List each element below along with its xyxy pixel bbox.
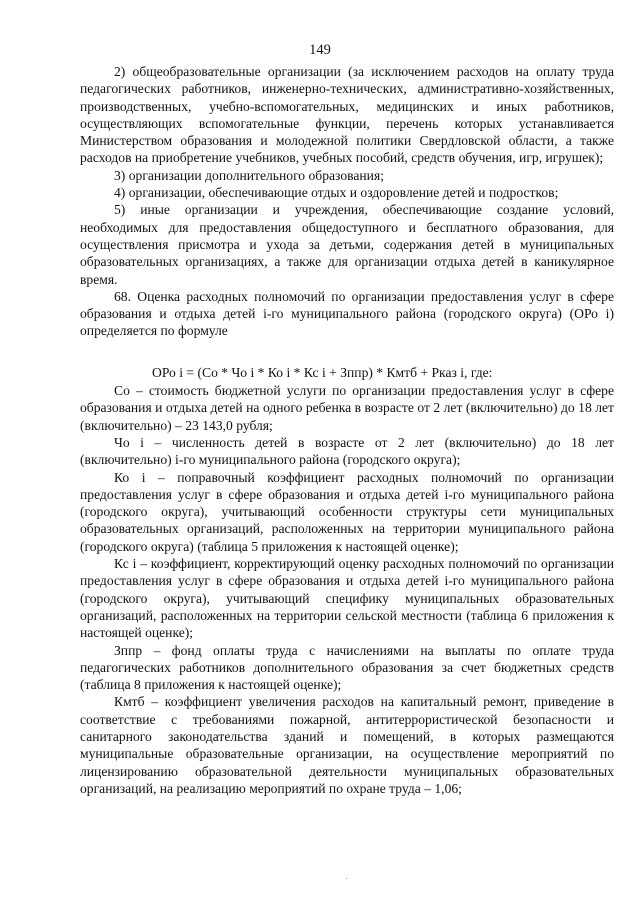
paragraph-item-3: 3) организации дополнительного образования; xyxy=(114,167,384,183)
definition-kmtb: Кмтб – коэффициент увеличения расходов на капитальный ремонт, приведение в соответствие с требованиями пожарной, антитеррористической безопасности и санитарного законодательства зданий и помещений, в которых размещаются муниципальные образовательные организации, на осуществление мероприятий по лицензированию образовательной деятельности муниципальных образовательных организаций, на реализацию мероприятий по охране труда – 1,06; xyxy=(80,694,614,796)
paragraph-68: 68. Оценка расходных полномочий по организации предоставления услуг в сфере образования и отдыха детей i-го муниципального района (городского округа) (ОРо i) определяется по формуле xyxy=(80,288,614,339)
paragraph-item-4: 4) организации, обеспечивающие отдых и оздоровление детей и подростков; xyxy=(114,185,559,201)
paragraph-item-5: 5) иные организации и учреждения, обеспечивающие создание условий, необходимых для предоставления общедоступного и бесплатного образования, для осуществления присмотра и ухода за детьми, содержания детей в муниципальных образовательных организациях, а также для организации отдыха детей в каникулярное время. xyxy=(80,202,614,287)
page-number: 149 xyxy=(309,42,331,58)
document-body xyxy=(80,63,614,797)
definition-ko-i: Ко i – поправочный коэффициент расходных полномочий по организации предоставления услуг в сфере образования и отдыха детей i-го муниципального района (городского округа), учитывающий особенности структуры сети муниципальных образовательных организаций, расположенных на территории муниципального района (городского округа) (таблица 5 приложения к настоящей оценке); xyxy=(80,469,614,554)
paragraph-item-2: 2) общеобразовательные организации (за исключением расходов на оплату труда педагогических работников, инженерно-технических, административно-хозяйственных, производственных, учебно-вспомогательных, медицинских и иных работников, осуществляющих вспомогательные функции, перечень которых устанавливается Министерством образования и молодежной политики Свердловской области, а также расходов на приобретение учебников, учебных пособий, средств обучения, игр, игрушек); xyxy=(80,64,614,166)
definition-cho-i: Чо i – численность детей в возрасте от 2 лет (включительно) до 18 лет (включительно) i-го муниципального района (городского округа); xyxy=(80,434,614,468)
formula: ОРо i = (Со * Чо i * Ко i * Кс i + Зппр) * Кмтб + Рказ i, где: xyxy=(152,364,493,380)
definition-ks-i: Кс i – коэффициент, корректирующий оценку расходных полномочий по организации предоставления услуг в сфере образования и отдыха детей i-го муниципального района (городского округа), учитывающий специфику муниципальных образовательных организаций, расположенных на территории сельской местности (таблица 6 приложения к настоящей оценке); xyxy=(80,556,614,641)
definition-co: Со – стоимость бюджетной услуги по организации предоставления услуг в сфере образования и отдыха детей на одного ребенка в возрасте от 2 лет (включительно) до 18 лет (включительно) – 23 143,0 рубля; xyxy=(80,383,614,433)
definition-zppr: Зппр – фонд оплаты труда с начислениями на выплаты по оплате труда педагогических работников дополнительного образования за счет бюджетных средств (таблица 8 приложения к настоящей оценке); xyxy=(80,642,614,693)
scan-speck xyxy=(346,878,347,879)
